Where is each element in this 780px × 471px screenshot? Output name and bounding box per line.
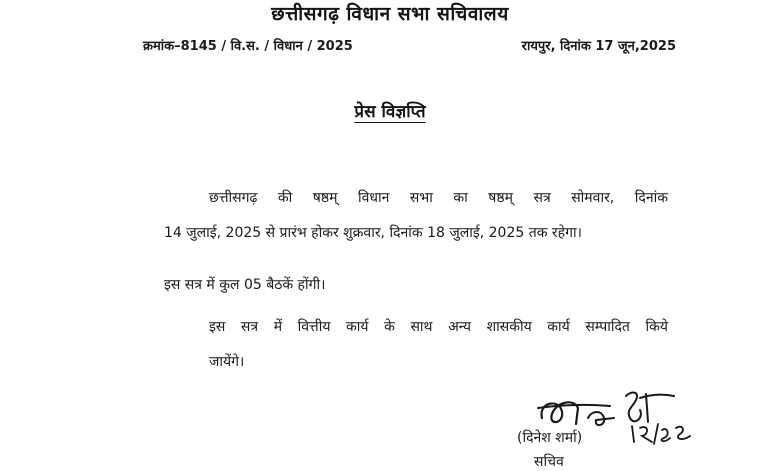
paragraph-line: छत्तीसगढ़ की षष्ठम् विधान सभा का षष्ठम् सत्र सोमवार, दिनांक xyxy=(209,190,668,206)
signatory-name: (दिनेश शर्मा) xyxy=(517,430,583,446)
signatory-designation: सचिव xyxy=(534,454,564,470)
paragraph-line: जायेंगे। xyxy=(209,354,245,370)
handwritten-date xyxy=(628,420,698,446)
secretariat-heading: छत्तीसगढ़ विधान सभा सचिवालय xyxy=(271,3,509,25)
sittings-count-paragraph: इस सत्र में कुल 05 बैठकें होंगी। xyxy=(164,277,326,293)
paragraph-line: 14 जुलाई, 2025 से प्रारंभ होकर शुक्रवार, दिनांक 18 जुलाई, 2025 तक रहेगा। xyxy=(164,225,582,241)
reference-number: क्रमांक–8145 / वि.स. / विधान / 2025 xyxy=(143,39,353,54)
session-schedule-paragraph xyxy=(164,181,668,251)
place-and-date: रायपुर, दिनांक 17 जून,2025 xyxy=(521,39,676,54)
business-paragraph xyxy=(164,310,668,380)
press-release-title: प्रेस विज्ञप्ति xyxy=(354,102,426,122)
paragraph-line: इस सत्र में वित्तीय कार्य के साथ अन्य शासकीय कार्य सम्पादित किये xyxy=(209,319,668,335)
